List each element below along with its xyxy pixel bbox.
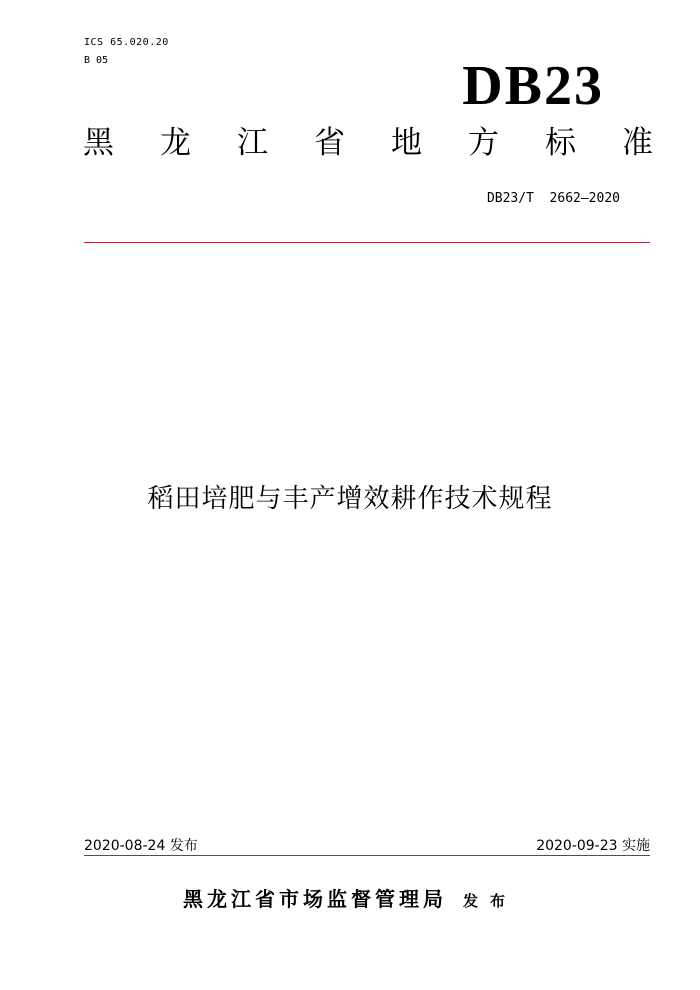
ics-code: ICS 65.020.20 bbox=[84, 37, 169, 48]
document-title: 稻田培肥与丰产增效耕作技术规程 bbox=[147, 484, 553, 514]
standard-type-char: 黑 bbox=[83, 125, 114, 161]
bottom-divider bbox=[84, 855, 650, 856]
standard-type bbox=[83, 125, 653, 161]
db-logo: DB23 bbox=[462, 55, 604, 117]
standard-type-char: 地 bbox=[391, 125, 422, 161]
standard-type-char: 龙 bbox=[160, 125, 191, 161]
standard-type-char: 江 bbox=[237, 125, 268, 161]
issuer-line bbox=[0, 883, 700, 912]
standard-type-char: 准 bbox=[622, 125, 653, 161]
standard-type-char: 省 bbox=[314, 125, 345, 161]
issuer-name: 黑龙江省市场监督管理局 bbox=[182, 887, 447, 911]
standard-type-char: 标 bbox=[545, 125, 576, 161]
top-divider bbox=[84, 242, 650, 243]
standard-type-char: 方 bbox=[468, 125, 499, 161]
implementation-date: 2020-09-23 实施 bbox=[536, 838, 650, 854]
ccs-code: B 05 bbox=[84, 55, 109, 66]
standard-code: DB23/T 2662—2020 bbox=[486, 191, 620, 206]
issuer-suffix: 发布 bbox=[462, 892, 517, 910]
issue-date: 2020-08-24 发布 bbox=[84, 838, 198, 854]
